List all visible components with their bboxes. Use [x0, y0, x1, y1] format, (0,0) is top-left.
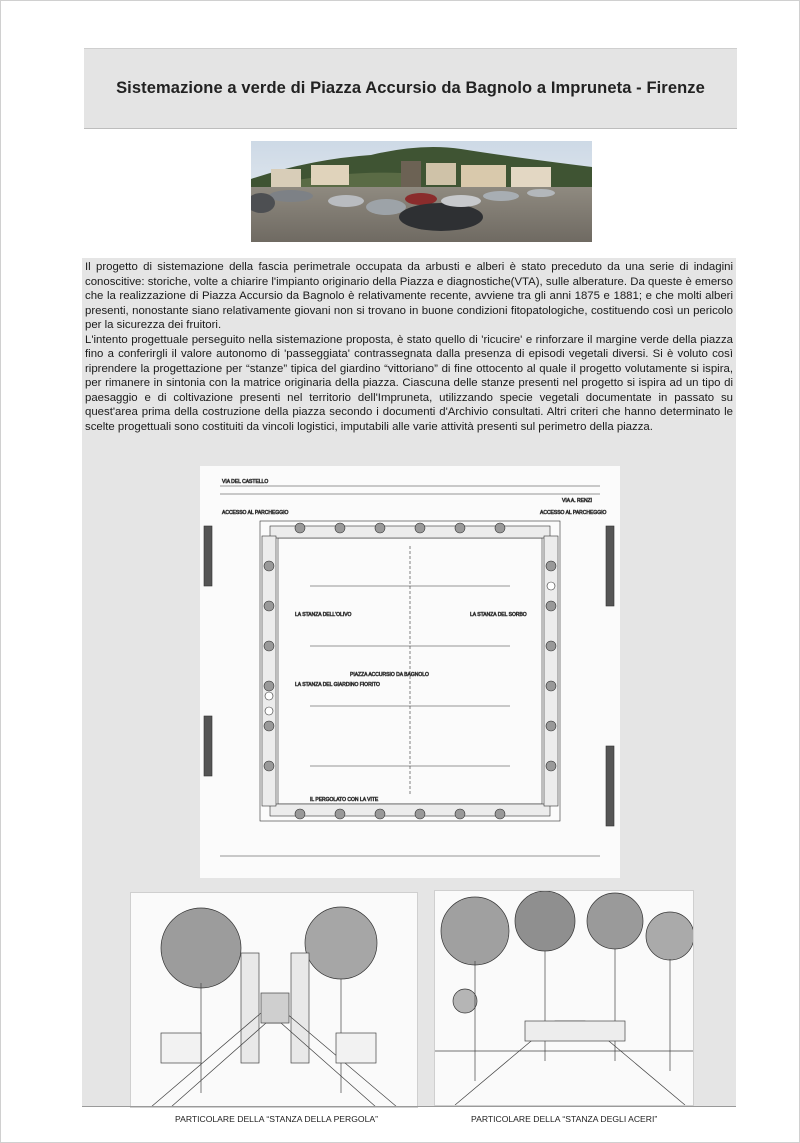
plan-access-left: ACCESSO AL PARCHEGGIO [222, 510, 289, 516]
plan-street-top: VIA DEL CASTELLO [222, 479, 269, 485]
plan-street-right: VIA A. RENZI [562, 498, 593, 504]
page-title: Sistemazione a verde di Piazza Accursio da Bagnolo a Impruneta - Firenze [116, 79, 705, 97]
site-plan-drawing [200, 466, 620, 878]
title-banner [84, 48, 737, 129]
paragraph: L'intento progettuale perseguito nella sistemazione proposta, è stato quello di 'ricucire' e rinforzare il margine verde della piazza fino a conferirgli il valore autonomo di 'passeggiata' contrassegnata dalla presenza di episodi vegetali diversi. Si è voluto così riprendere la progettazione per “stanze” tipica del giardino “vittoriano” di fine ottocento al quale il progetto volutamente si ispira, per rimanere in sintonia con la matrice originaria della piazza. Ciascuna delle stanze presenti nel progetto si ispira ad un tipo di paesaggio e di coltivazione presenti nel territorio dell'Impruneta, utilizzando specie vegetali documentate in passato su quest'area prima della costruzione della piazza secondo i documenti d'Archivio consultati. Altri criteri che hanno determinato le scelte progettuali sono costituiti da vincoli logistici, imputabili alle varie attività presenti sul perimetro della piazza. [85, 333, 733, 433]
plan-room-left: LA STANZA DELL'OLIVO [295, 612, 352, 618]
plan-room-right: LA STANZA DEL SORBO [470, 612, 527, 618]
plan-access-right: ACCESSO AL PARCHEGGIO [540, 510, 607, 516]
piazza-photo [251, 141, 592, 242]
plan-room-meadow: LA STANZA DEL GIARDINO FIORITO [295, 682, 380, 688]
plan-center-label: PIAZZA ACCURSIO DA BAGNOLO [350, 672, 429, 678]
plan-room-bottom: IL PERGOLATO CON LA VITE [310, 797, 379, 803]
caption-aceri: PARTICOLARE DELLA “STANZA DEGLI ACERI” [471, 1114, 658, 1124]
body-text [85, 260, 733, 434]
content-panel [82, 258, 736, 1124]
pergola-sketch [130, 892, 418, 1108]
paragraph: Il progetto di sistemazione della fascia perimetrale occupata da arbusti e alberi è stato preceduto da una serie di indagini conoscitive: storiche, volte a chiarire l'impianto originario della Piazza e diagnostiche(VTA), sulle alberature. Da queste è emerso che la realizzazione di Piazza Accursio da Bagnolo è relativamente recente, avviene tra gli anni 1875 e 1881; e che molti alberi presenti, nonostante siano relativamente giovani non si trovano in buone condizioni fitopatologiche, costituendo così un pericolo per la sicurezza dei fruitori. [85, 261, 733, 331]
bottom-divider [82, 1106, 736, 1107]
caption-pergola: PARTICOLARE DELLA “STANZA DELLA PERGOLA” [175, 1114, 378, 1124]
maples-sketch [434, 890, 694, 1106]
